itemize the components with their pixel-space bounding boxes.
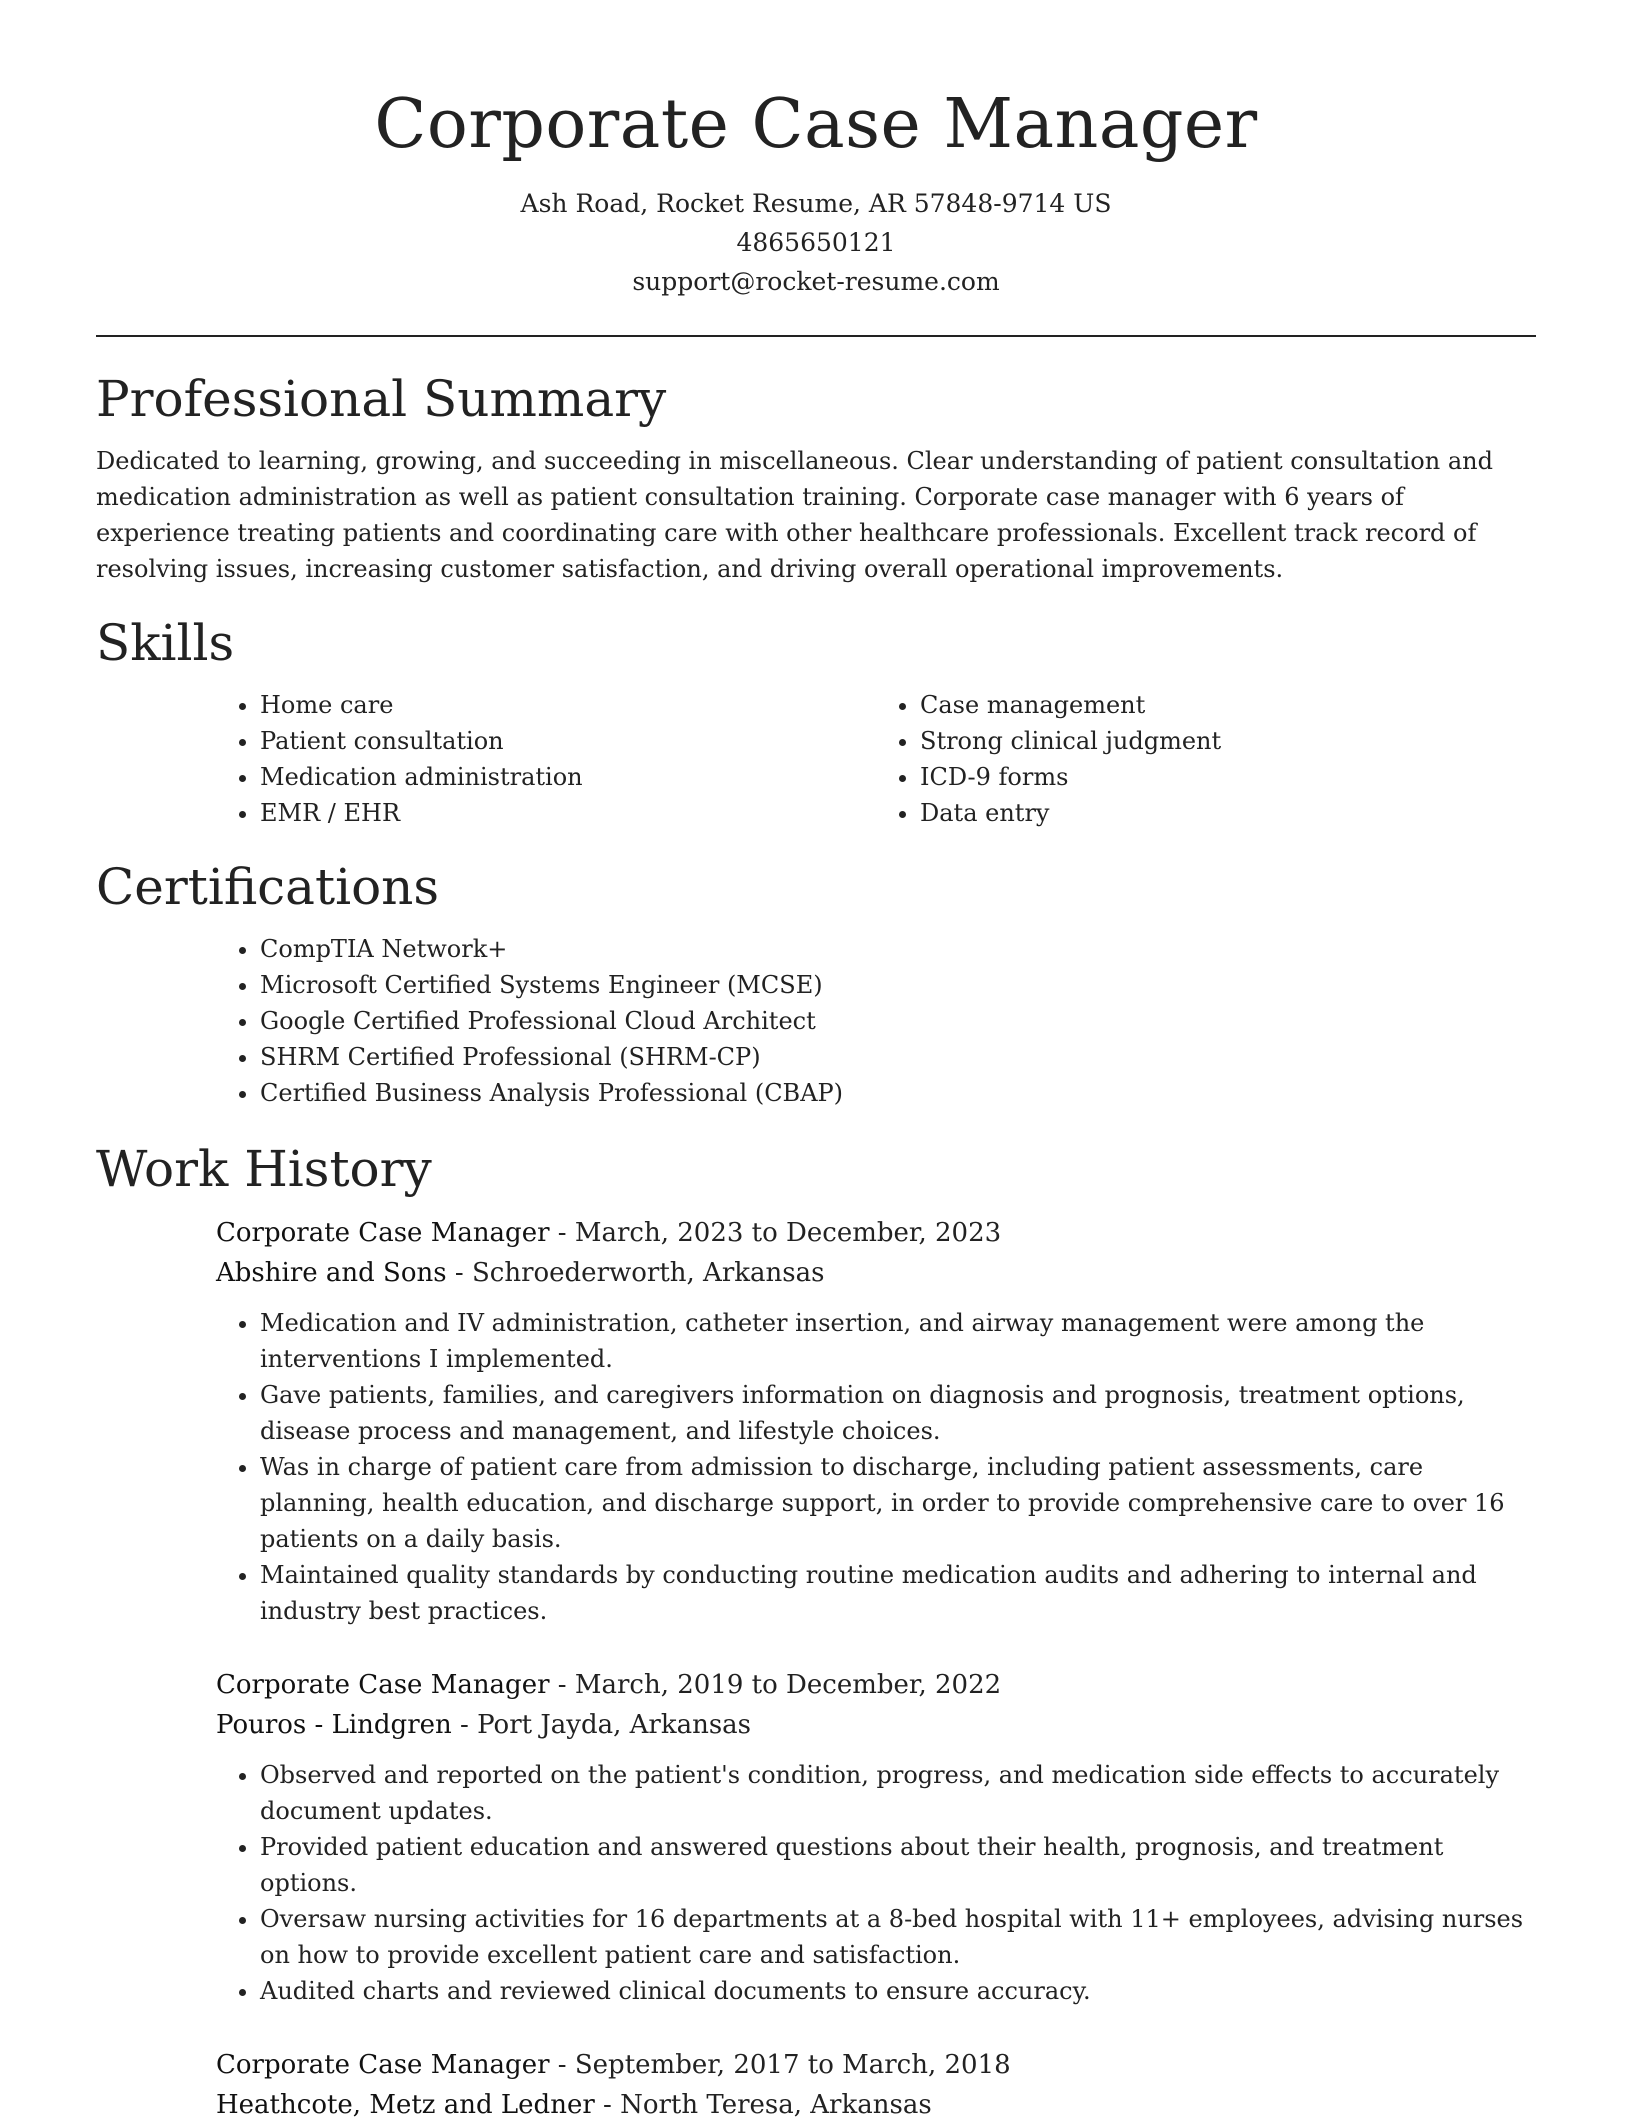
- contact-email: support@rocket-resume.com: [632, 267, 1000, 296]
- work-history-section: [96, 1137, 1536, 2125]
- job-dates: March, 2019 to December, 2022: [574, 1670, 1002, 1700]
- skills-heading: Skills: [96, 614, 235, 672]
- job-role: Corporate Case Manager: [216, 1670, 550, 1700]
- certification-item: • Microsoft Certified Systems Engineer (MCSE): [260, 967, 1536, 1003]
- skill-item: • Case management: [920, 687, 1536, 723]
- header-divider: [96, 335, 1536, 337]
- job-company-line: Heathcote, Metz and Ledner - North Teresa, Arkansas: [216, 2090, 932, 2120]
- job-bullet: • Medication and IV administration, catheter insertion, and airway management were among the interventions I implemented.: [260, 1305, 1536, 1377]
- job-entry: [216, 2045, 1536, 2125]
- certifications-list: [216, 931, 1536, 1111]
- job-company-line: Pouros - Lindgren - Port Jayda, Arkansas: [216, 1710, 752, 1740]
- job-bullet: • Oversaw nursing activities for 16 departments at a 8-bed hospital with 11+ employees, advising nurses on how to provide excellent patient care and satisfaction.: [260, 1901, 1536, 1973]
- skill-item: • ICD-9 forms: [920, 759, 1536, 795]
- job-company-line: Abshire and Sons - Schroederworth, Arkansas: [216, 1258, 825, 1288]
- skill-item: • Strong clinical judgment: [920, 723, 1536, 759]
- skills-columns: [216, 687, 1536, 831]
- job-company: Abshire and Sons: [216, 1258, 447, 1288]
- summary-heading: Professional Summary: [96, 370, 667, 428]
- job-location: North Teresa, Arkansas: [620, 2090, 932, 2120]
- summary-text: Dedicated to learning, growing, and succeeding in miscellaneous. Clear understanding of patient consultation and medication administration as well as patient consultation training. Corporate case manager with 6 years of experience treating patients and coordinating care with other healthcare professionals. Excellent track record of resolving issues, increasing customer satisfaction, and driving overall operational improvements.: [96, 447, 1493, 583]
- job-role: Corporate Case Manager: [216, 1218, 550, 1248]
- skills-list-right: [876, 687, 1536, 831]
- skill-item: • EMR / EHR: [260, 795, 876, 831]
- job-entry: [216, 1665, 1536, 2009]
- job-title-line: Corporate Case Manager - September, 2017 to March, 2018: [216, 2050, 1011, 2080]
- certifications-section: [96, 855, 1536, 1111]
- summary-section: [96, 367, 1536, 587]
- job-company: Heathcote, Metz and Ledner: [216, 2090, 595, 2120]
- work-history-heading: Work History: [96, 1140, 432, 1198]
- contact-address: Ash Road, Rocket Resume, AR 57848-9714 US: [520, 189, 1112, 218]
- job-bullet: • Was in charge of patient care from admission to discharge, including patient assessments, care planning, health education, and discharge support, in order to provide comprehensive care to over 16 patients on a daily basis.: [260, 1449, 1536, 1557]
- job-location: Schroederworth, Arkansas: [471, 1258, 825, 1288]
- job-bullet: • Audited charts and reviewed clinical documents to ensure accuracy.: [260, 1973, 1536, 2009]
- skills-list-left: [216, 687, 876, 831]
- resume-name: Corporate Case Manager: [374, 85, 1258, 164]
- job-role: Corporate Case Manager: [216, 2050, 550, 2080]
- certification-item: • SHRM Certified Professional (SHRM-CP): [260, 1039, 1536, 1075]
- job-location: Port Jayda, Arkansas: [477, 1710, 752, 1740]
- job-bullets: [216, 1757, 1536, 2009]
- job-entry: [216, 1213, 1536, 1629]
- skill-item: • Medication administration: [260, 759, 876, 795]
- job-bullet: • Provided patient education and answered questions about their health, prognosis, and treatment options.: [260, 1829, 1536, 1901]
- certification-item: • Certified Business Analysis Professional (CBAP): [260, 1075, 1536, 1111]
- job-bullet: • Maintained quality standards by conducting routine medication audits and adhering to internal and industry best practices.: [260, 1557, 1536, 1629]
- certifications-heading: Certifications: [96, 858, 440, 916]
- skill-item: • Patient consultation: [260, 723, 876, 759]
- job-title-line: Corporate Case Manager - March, 2019 to December, 2022: [216, 1670, 1002, 1700]
- skill-item: • Data entry: [920, 795, 1536, 831]
- certification-item: • CompTIA Network+: [260, 931, 1536, 967]
- job-dates: September, 2017 to March, 2018: [574, 2050, 1011, 2080]
- skills-section: [96, 611, 1536, 831]
- skill-item: • Home care: [260, 687, 876, 723]
- resume-header: [96, 80, 1536, 301]
- certification-item: • Google Certified Professional Cloud Architect: [260, 1003, 1536, 1039]
- job-dates: March, 2023 to December, 2023: [574, 1218, 1002, 1248]
- job-bullet: • Gave patients, families, and caregivers information on diagnosis and prognosis, treatment options, disease process and management, and lifestyle choices.: [260, 1377, 1536, 1449]
- contact-phone: 4865650121: [736, 228, 896, 257]
- job-bullets: [216, 1305, 1536, 1629]
- job-bullet: • Observed and reported on the patient's condition, progress, and medication side effects to accurately document updates.: [260, 1757, 1536, 1829]
- job-company: Pouros - Lindgren: [216, 1710, 452, 1740]
- job-title-line: Corporate Case Manager - March, 2023 to December, 2023: [216, 1218, 1002, 1248]
